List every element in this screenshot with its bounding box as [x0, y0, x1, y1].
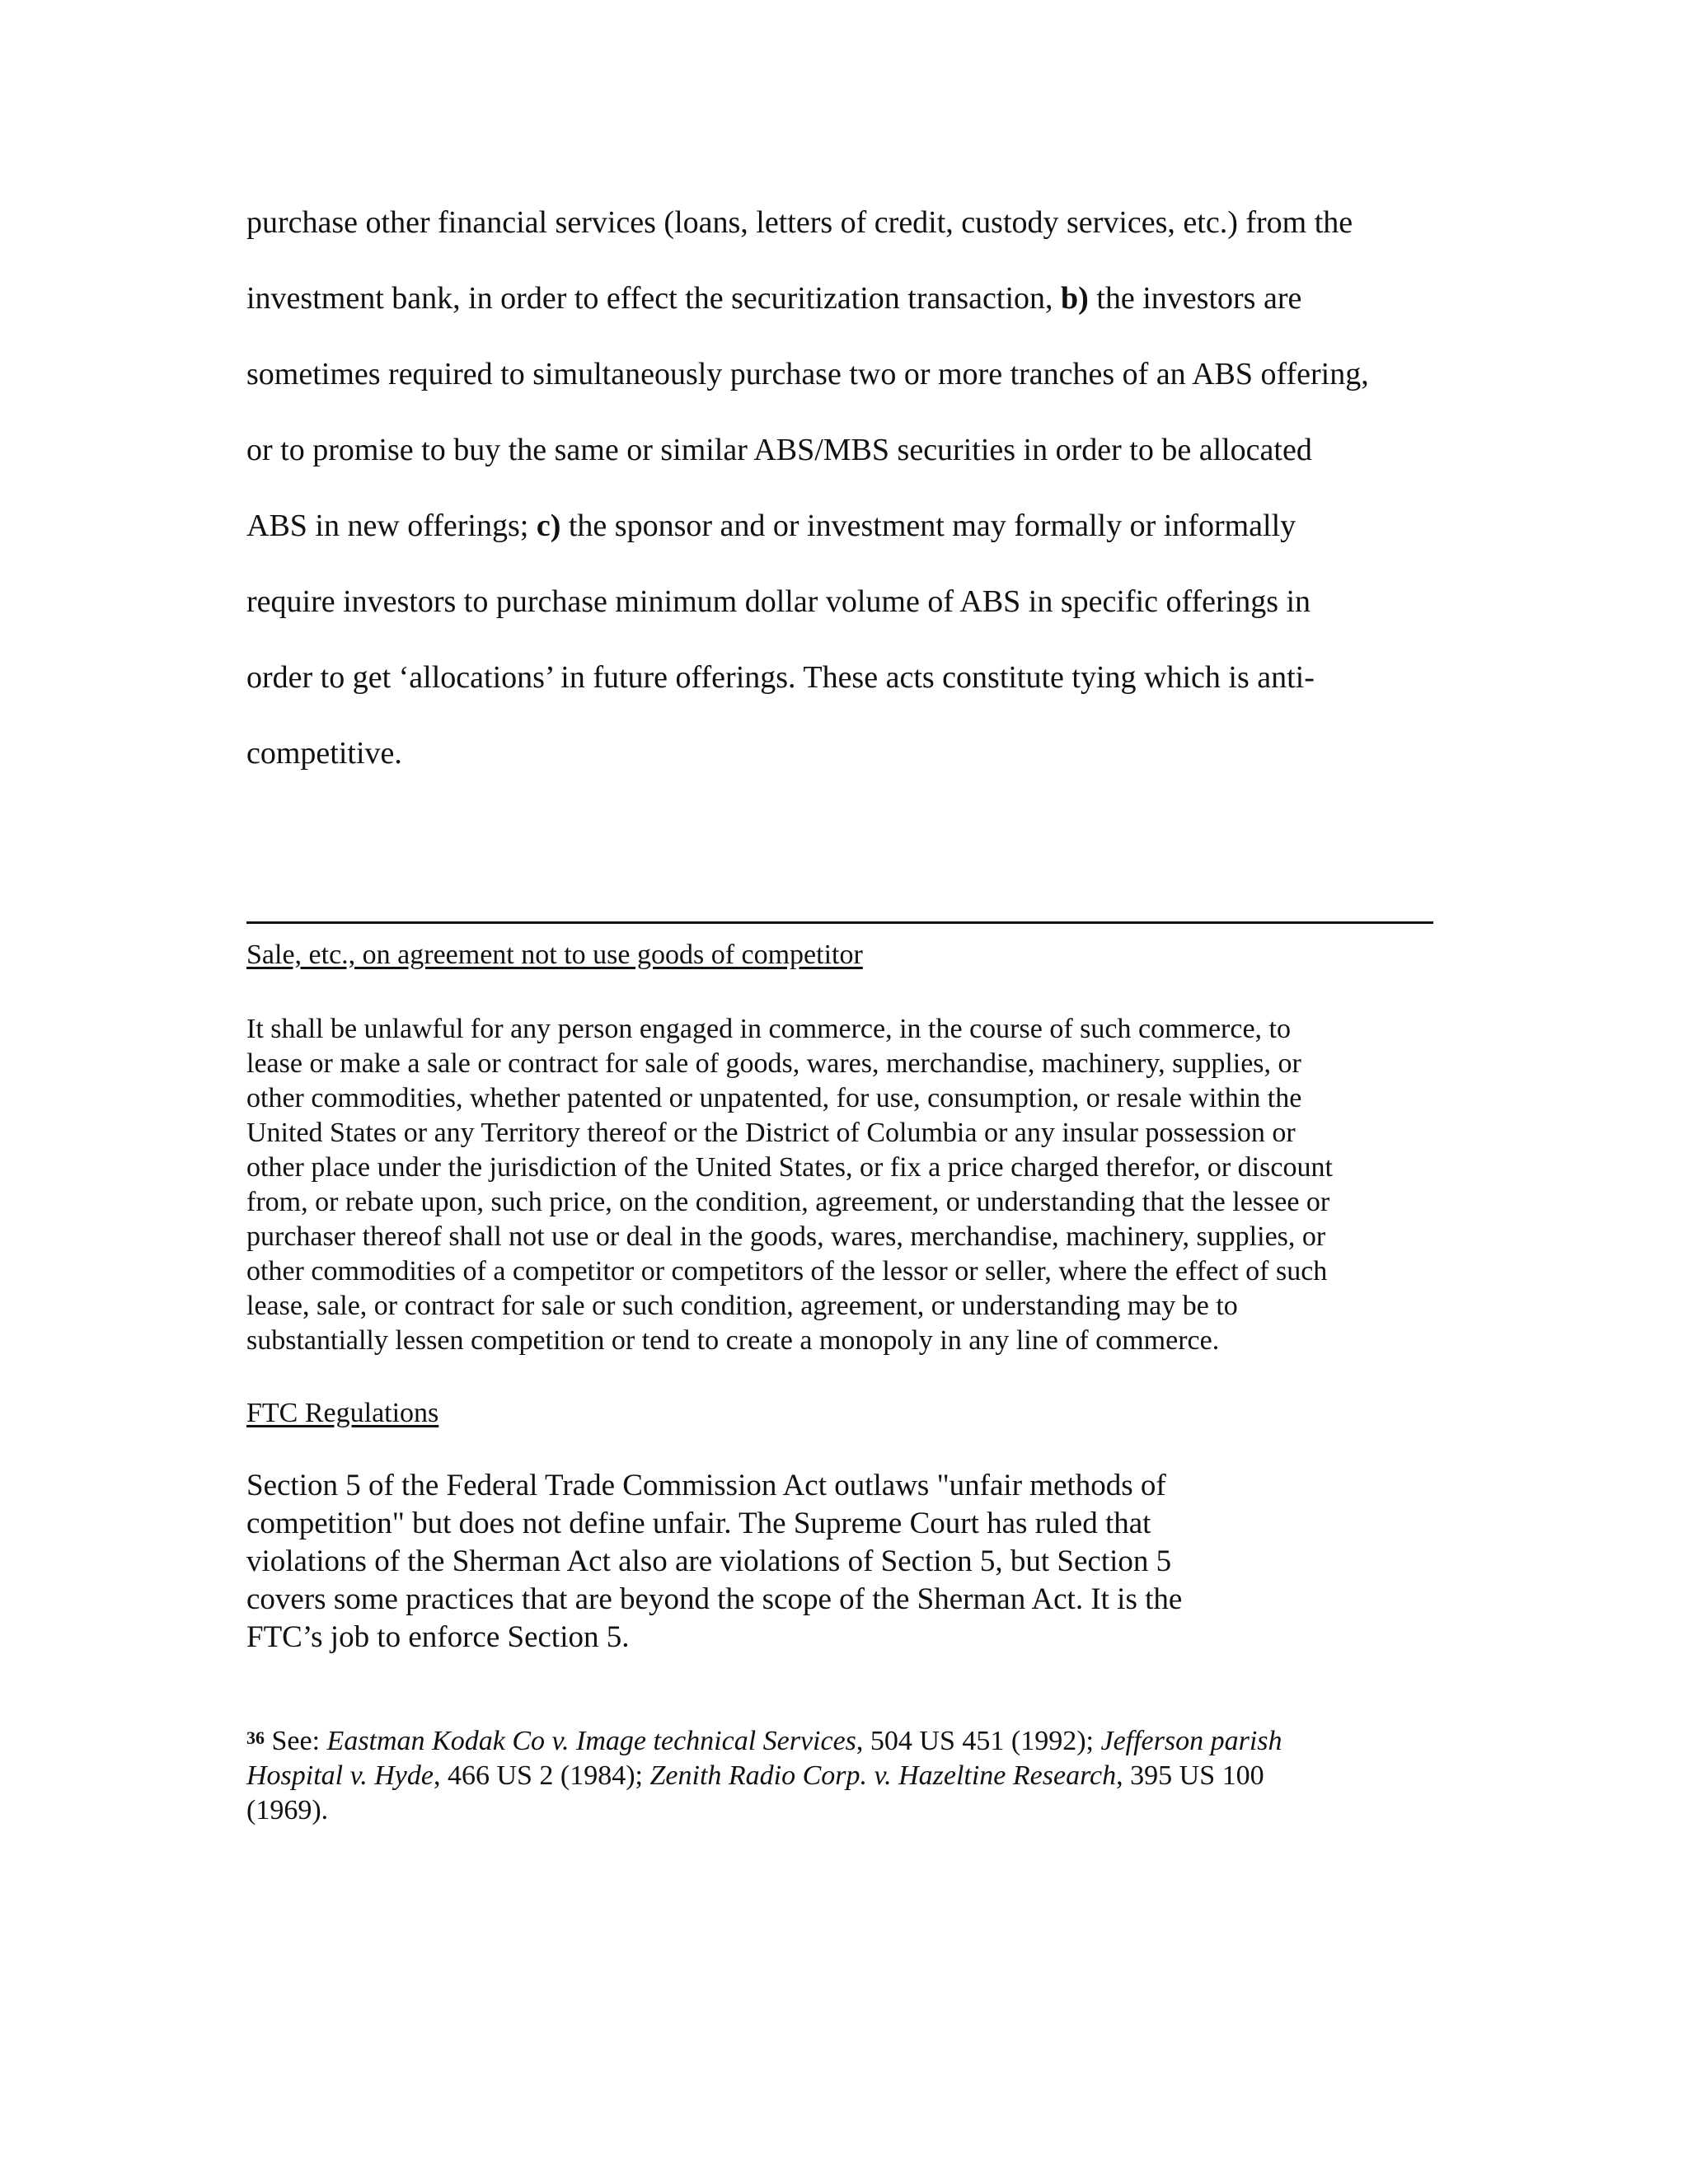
- footnote-line: (1969).: [246, 1795, 329, 1825]
- statute-line: lease, sale, or contract for sale or such condition, agreement, or understanding may be to: [246, 1291, 1238, 1321]
- ftc-line: Section 5 of the Federal Trade Commission Act outlaws "unfair methods of: [246, 1469, 1166, 1502]
- list-marker-b: b): [1061, 281, 1089, 316]
- ftc-line: FTC’s job to enforce Section 5.: [246, 1620, 630, 1654]
- statute-line: other commodities, whether patented or unpatented, for use, consumption, or resale within the: [246, 1083, 1302, 1113]
- sale-heading: Sale, etc., on agreement not to use goods of competitor: [246, 940, 863, 970]
- list-marker-c: c): [536, 509, 561, 543]
- body-line: purchase other financial services (loans, letters of credit, custody services, etc.) from the: [246, 205, 1353, 240]
- ftc-line: violations of the Sherman Act also are violations of Section 5, but Section 5: [246, 1544, 1172, 1578]
- statute-line: from, or rebate upon, such price, on the condition, agreement, or understanding that the lessee or: [246, 1187, 1330, 1217]
- body-line: competitive.: [246, 736, 402, 771]
- body-paragraph: [246, 185, 1433, 791]
- body-line: order to get ‘allocations’ in future offerings. These acts constitute tying which is anti-: [246, 660, 1315, 695]
- ftc-line: covers some practices that are beyond the scope of the Sherman Act. It is the: [246, 1582, 1183, 1616]
- ftc-line: competition" but does not define unfair. The Supreme Court has ruled that: [246, 1507, 1151, 1540]
- statute-line: other place under the jurisdiction of the United States, or fix a price charged therefor, or discount: [246, 1152, 1333, 1183]
- statute-line: United States or any Territory thereof or the District of Columbia or any insular possession or: [246, 1118, 1296, 1148]
- case-name: Jefferson parish: [1100, 1726, 1282, 1756]
- footnote-line: Hospital v. Hyde, 466 US 2 (1984); Zenith Radio Corp. v. Hazeltine Research, 395 US 100: [246, 1760, 1264, 1791]
- statute-line: lease or make a sale or contract for sale of goods, wares, merchandise, machinery, supplies, or: [246, 1048, 1301, 1079]
- case-name: Zenith Radio Corp. v. Hazeltine Research: [649, 1760, 1117, 1791]
- ftc-heading: FTC Regulations: [246, 1398, 439, 1428]
- statute-line: substantially lessen competition or tend to create a monopoly in any line of commerce.: [246, 1325, 1220, 1356]
- footnote-number: 36: [246, 1727, 265, 1748]
- body-line: or to promise to buy the same or similar ABS/MBS securities in order to be allocated: [246, 433, 1312, 467]
- statute-line: purchaser thereof shall not use or deal in the goods, wares, merchandise, machinery, supplies, or: [246, 1221, 1326, 1252]
- body-line: investment bank, in order to effect the securitization transaction, b) the investors are: [246, 281, 1302, 316]
- footnote-separator: [246, 921, 1433, 924]
- body-line: sometimes required to simultaneously purchase two or more tranches of an ABS offering,: [246, 357, 1369, 391]
- statute-text: [246, 1012, 1433, 1358]
- body-line: ABS in new offerings; c) the sponsor and or investment may formally or informally: [246, 509, 1296, 543]
- footnote-line: $^{36}$ See: Eastman Kodak Co v. Image technical Services, 504 US 451 (1992); Jefferson parish: [246, 1726, 1282, 1756]
- footnote-36: [246, 1724, 1433, 1828]
- statute-line: It shall be unlawful for any person engaged in commerce, in the course of such commerce, to: [246, 1014, 1291, 1044]
- statute-line: other commodities of a competitor or competitors of the lessor or seller, where the effect of such: [246, 1256, 1328, 1286]
- case-name: Hospital v. Hyde: [246, 1760, 434, 1791]
- case-name: Eastman Kodak Co v. Image technical Services: [326, 1726, 856, 1756]
- ftc-text: [246, 1467, 1433, 1657]
- body-line: require investors to purchase minimum dollar volume of ABS in specific offerings in: [246, 584, 1311, 619]
